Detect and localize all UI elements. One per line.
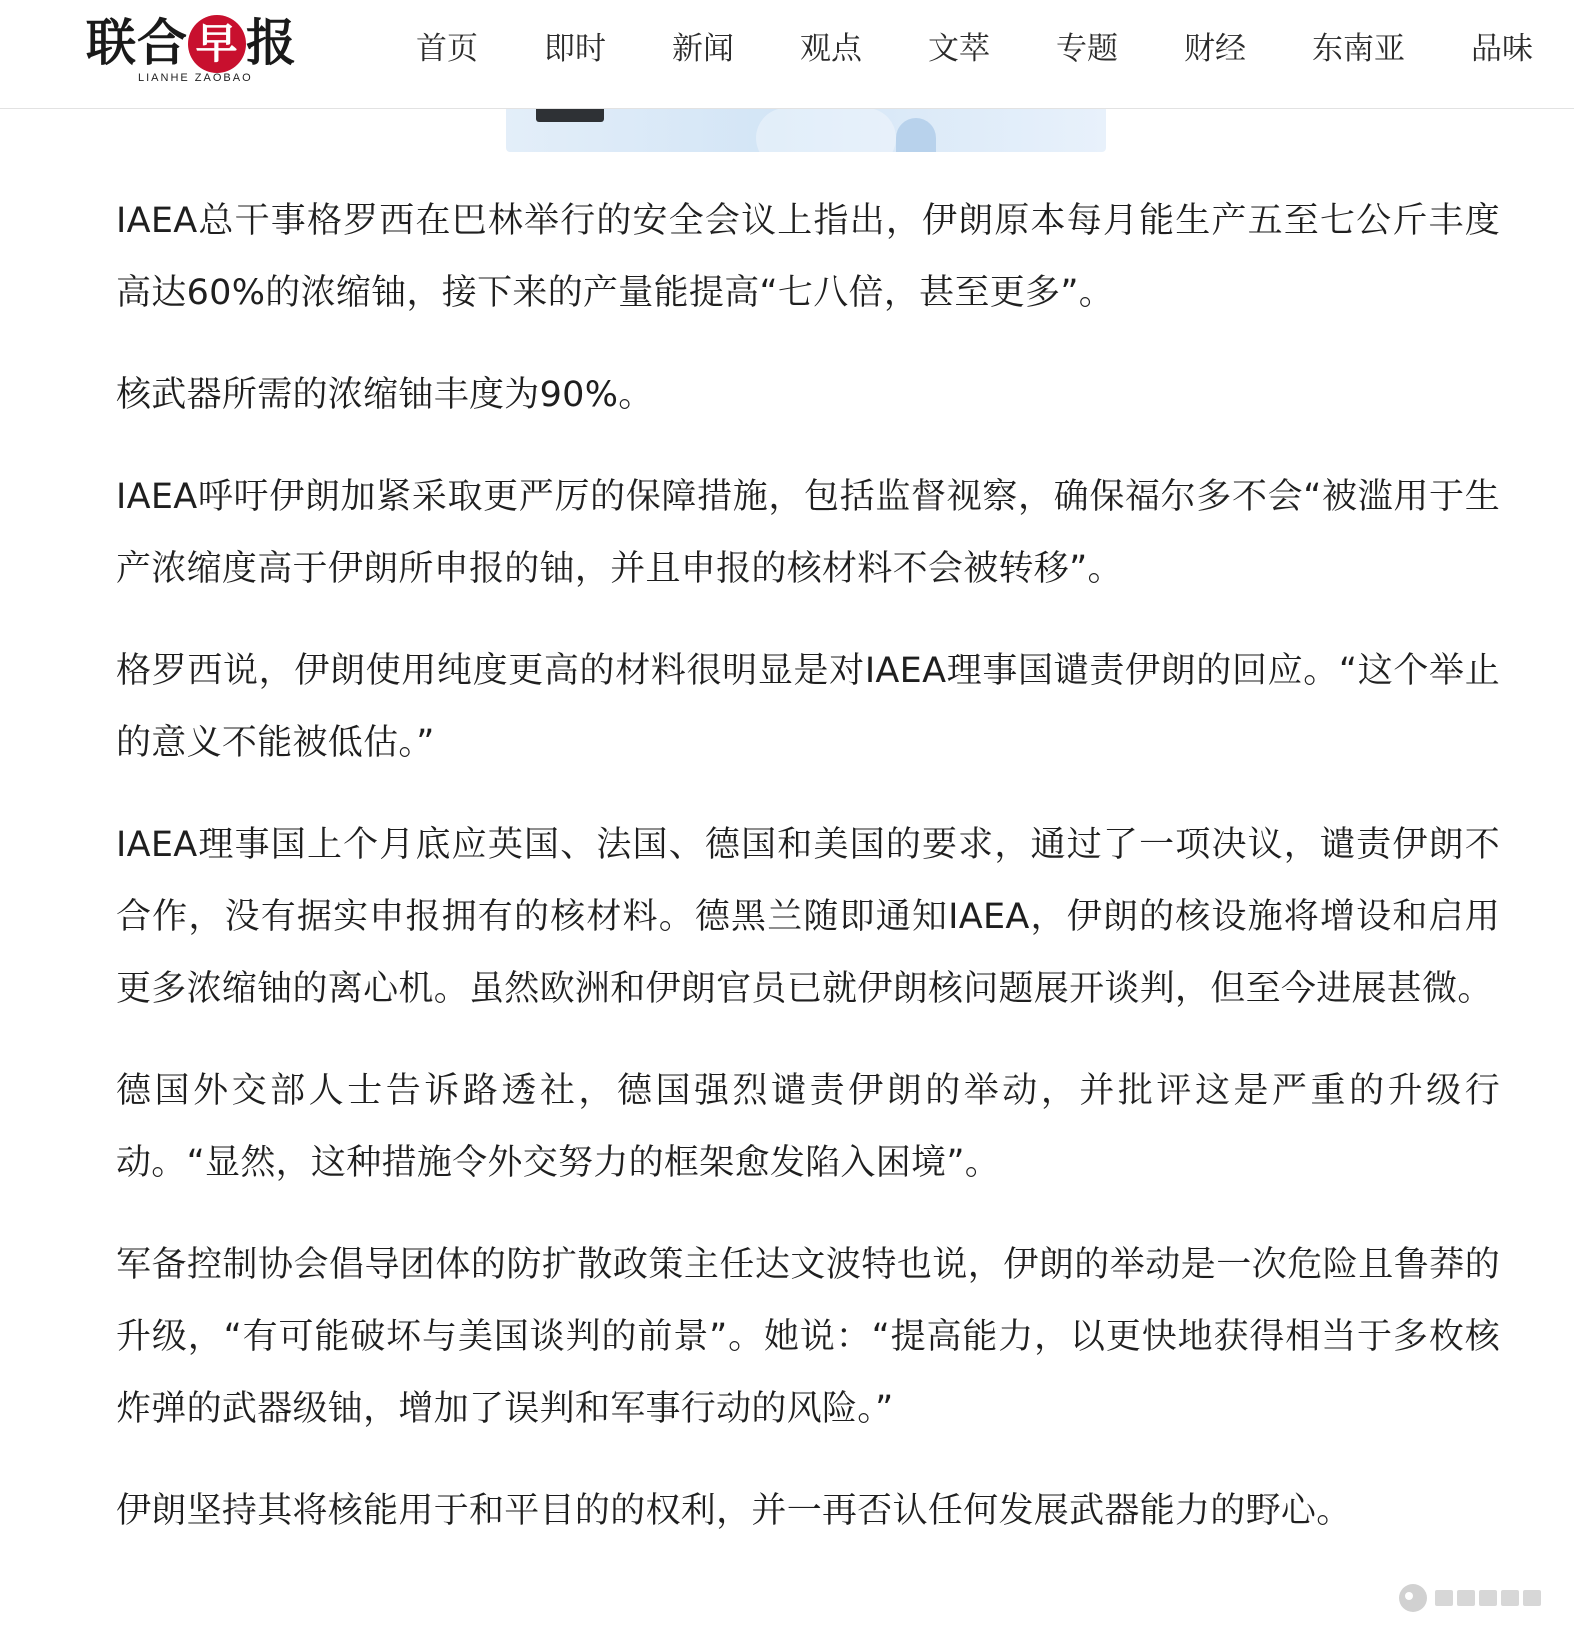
logo-char-4: 报 [246, 13, 297, 72]
nav-item-sea[interactable]: 东南亚 [1312, 31, 1405, 67]
article-paragraph: 伊朗坚持其将核能用于和平目的的权利，并一再否认任何发展武器能力的野心。 [116, 1491, 1352, 1531]
article-paragraph: IAEA理事国上个月底应英国、法国、德国和美国的要求，通过了一项决议，谴责伊朗不合作，没有据实申报拥有的核材料。德黑兰随即通知IAEA，伊朗的核设施将增设和启用更多浓缩铀的离心机。虽然欧洲和伊朗官员已就伊朗核问题展开谈判，但至今进展甚微。 [116, 825, 1500, 1009]
logo-char-2: 合 [137, 13, 188, 72]
article-paragraph: 格罗西说，伊朗使用纯度更高的材料很明显是对IAEA理事国谴责伊朗的回应。“这个举止的意义不能被低估。” [116, 651, 1500, 763]
article-paragraph: IAEA总干事格罗西在巴林举行的安全会议上指出，伊朗原本每月能生产五至七公斤丰度高达60%的浓缩铀，接下来的产量能提高“七八倍，甚至更多”。 [116, 201, 1500, 313]
article-body [116, 185, 1500, 1577]
logo-wordmark [86, 12, 297, 74]
nav-item-special[interactable]: 专题 [1056, 31, 1118, 67]
site-header [0, 0, 1574, 109]
article-paragraph: 德国外交部人士告诉路透社，德国强烈谴责伊朗的举动，并批评这是严重的升级行动。“显然，这种措施令外交努力的框架愈发陷入困境”。 [116, 1071, 1500, 1183]
logo-char-1: 联 [86, 13, 137, 72]
nav-item-opinion[interactable]: 观点 [800, 31, 862, 67]
watermark-icon [1395, 1580, 1560, 1616]
nav-item-digest[interactable]: 文萃 [928, 31, 990, 67]
article-paragraph: 军备控制协会倡导团体的防扩散政策主任达文波特也说，伊朗的举动是一次危险且鲁莽的升级，“有可能破坏与美国谈判的前景”。她说：“提高能力，以更快地获得相当于多枚核炸弹的武器级铀，增加了误判和军事行动的风险。” [116, 1245, 1500, 1429]
nav-item-home[interactable]: 首页 [416, 31, 478, 67]
main-nav [416, 24, 1574, 74]
nav-item-news[interactable]: 新闻 [672, 31, 734, 67]
logo-subtitle: LIANHE ZAOBAO [138, 72, 253, 84]
logo-char-red: 早 [188, 15, 246, 73]
nav-item-realtime[interactable]: 即时 [544, 31, 606, 67]
nav-item-lifestyle[interactable]: 品味 [1471, 31, 1533, 67]
article-paragraph: 核武器所需的浓缩铀丰度为90%。 [116, 375, 654, 415]
article-paragraph: IAEA呼吁伊朗加紧采取更严厉的保障措施，包括监督视察，确保福尔多不会“被滥用于生产浓缩度高于伊朗所申报的铀，并且申报的核材料不会被转移”。 [116, 477, 1500, 589]
nav-item-finance[interactable]: 财经 [1184, 31, 1246, 67]
site-logo[interactable] [86, 12, 318, 92]
